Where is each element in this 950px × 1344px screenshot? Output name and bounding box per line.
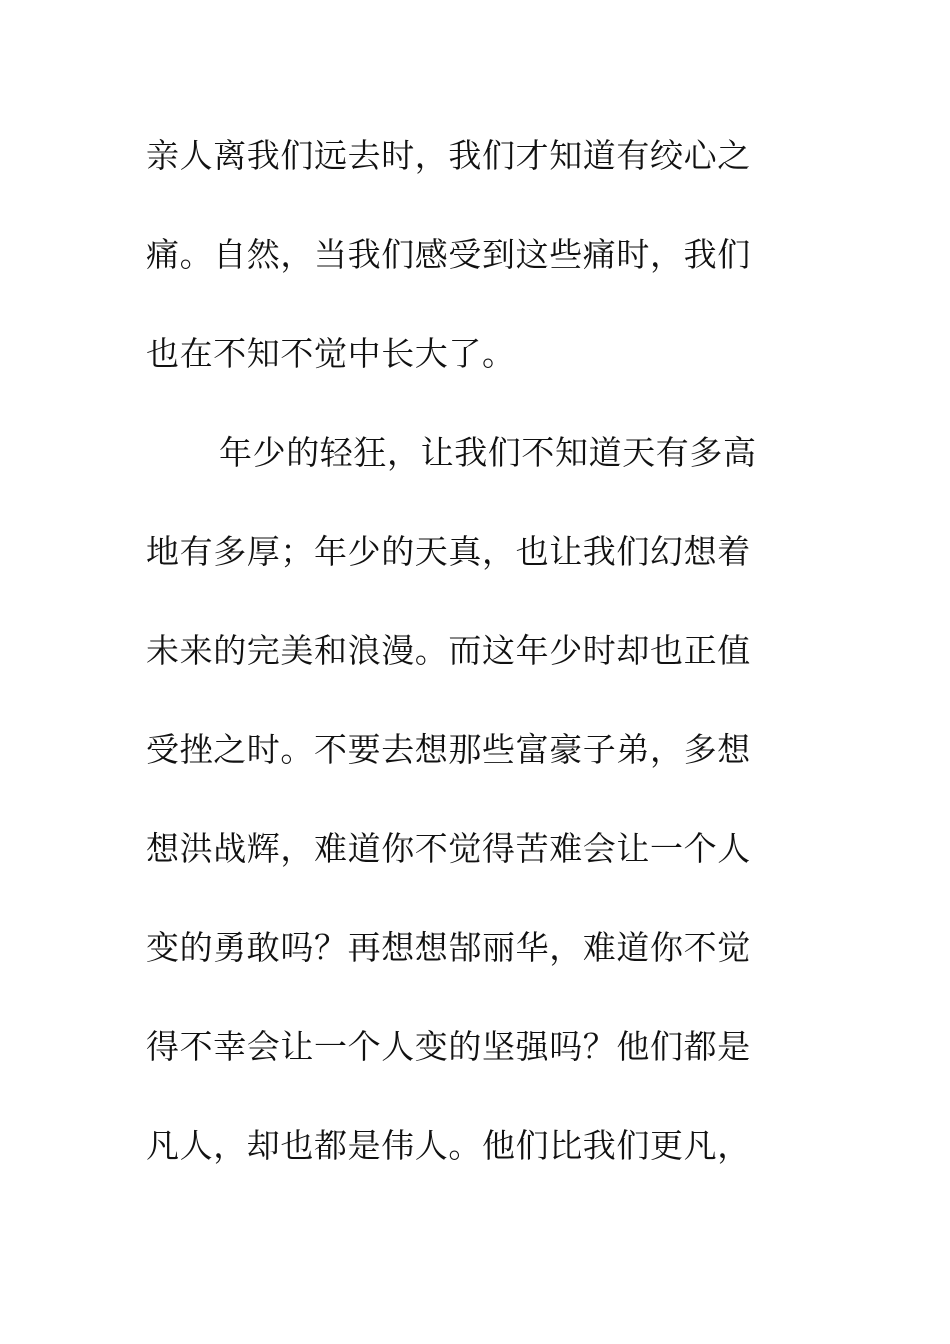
text-line-1: 亲人离我们远去时，我们才知道有绞心之 (146, 136, 751, 175)
text-line-9: 变的勇敢吗？再想想郜丽华，难道你不觉 (146, 928, 751, 967)
body-text (146, 124, 806, 1213)
text-line-11: 凡人，却也都是伟人。他们比我们更凡， (146, 1126, 751, 1165)
text-line-8: 想洪战辉，难道你不觉得苦难会让一个人 (146, 829, 751, 868)
text-line-3: 也在不知不觉中长大了。 (146, 334, 516, 373)
text-line-7: 受挫之时。不要去想那些富豪子弟，多想 (146, 730, 751, 769)
text-line-6: 未来的完美和浪漫。而这年少时却也正值 (146, 631, 751, 670)
text-line-4-paragraph-start: 年少的轻狂，让我们不知道天有多高 (219, 433, 757, 472)
text-line-10: 得不幸会让一个人变的坚强吗？他们都是 (146, 1027, 751, 1066)
text-line-5: 地有多厚；年少的天真，也让我们幻想着 (146, 532, 751, 571)
text-line-2: 痛。自然，当我们感受到这些痛时，我们 (146, 235, 751, 274)
